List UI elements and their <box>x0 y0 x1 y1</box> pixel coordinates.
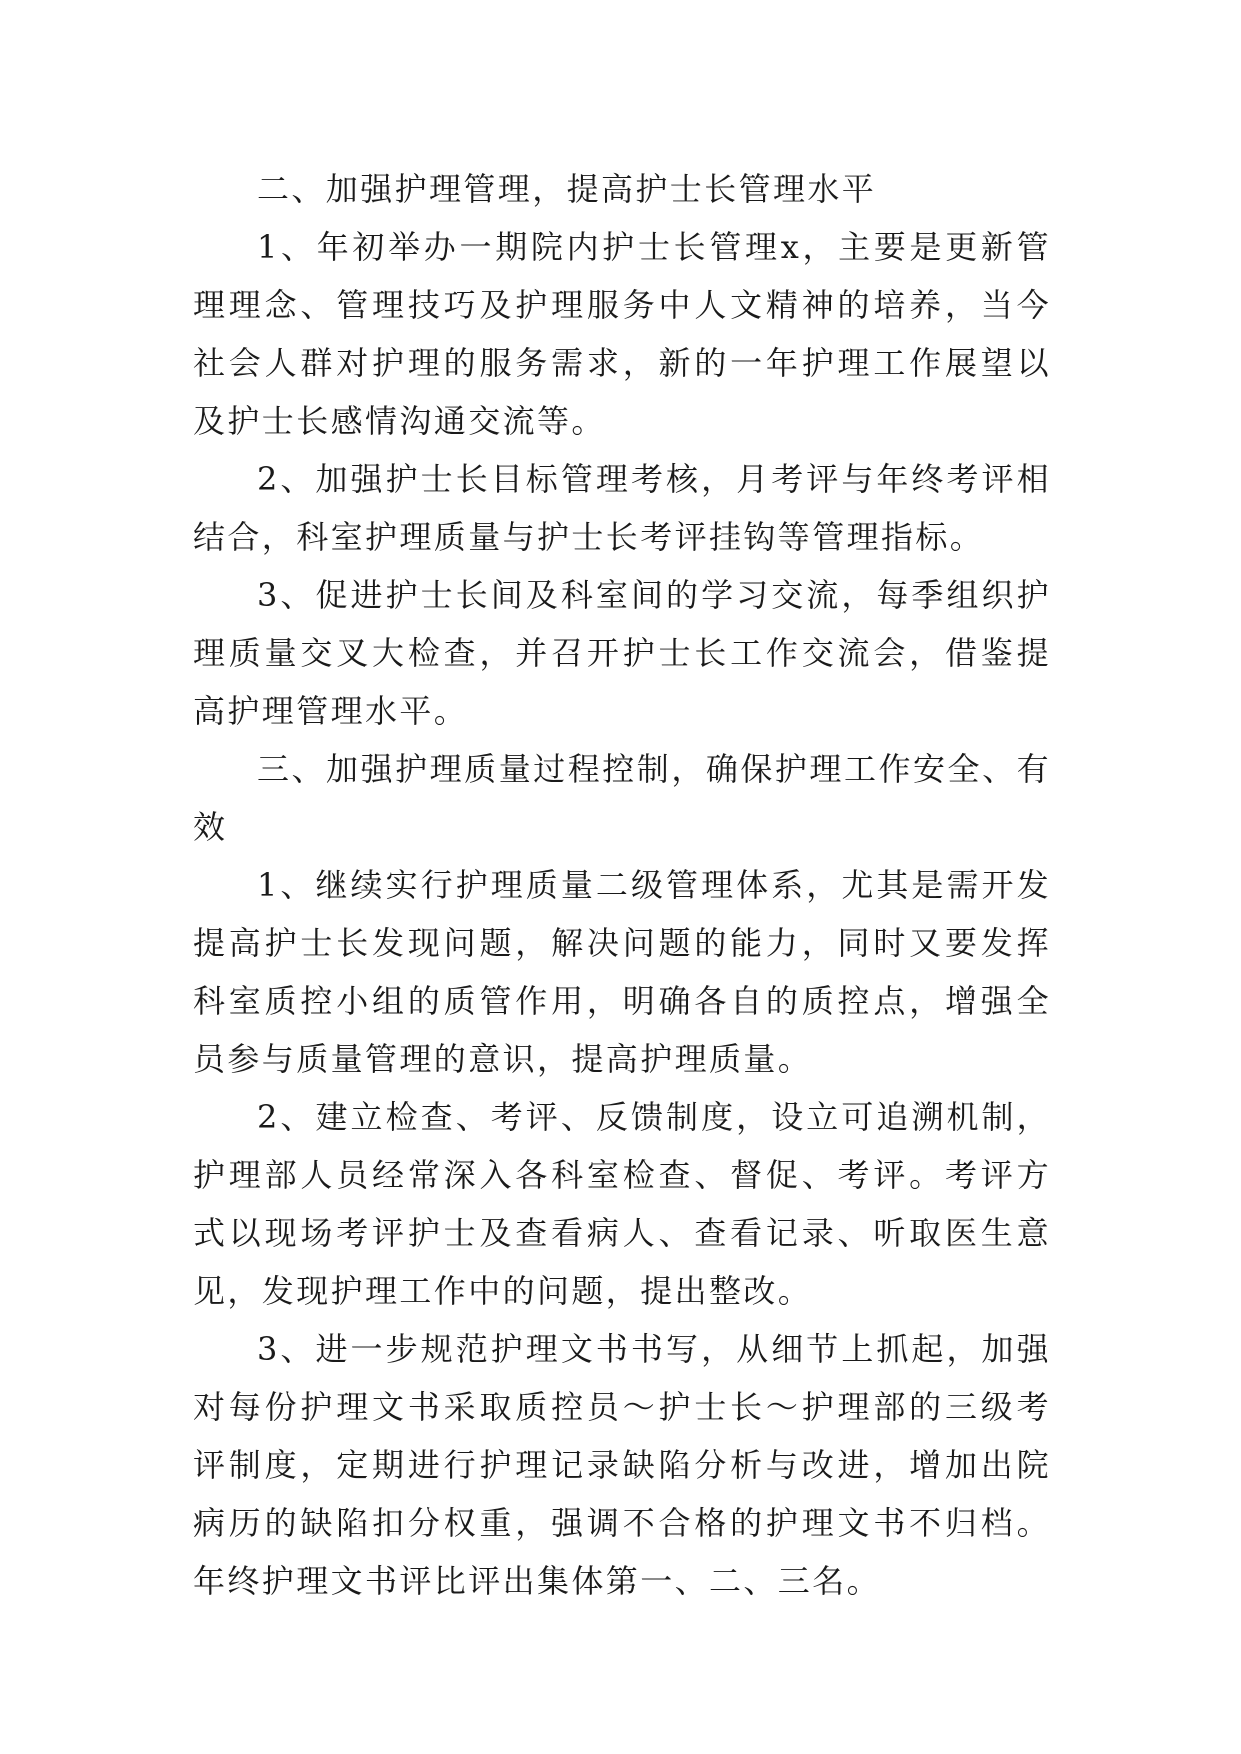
body-paragraph: 1、年初举办一期院内护士长管理x，主要是更新管理理念、管理技巧及护理服务中人文精神的培养，当今社会人群对护理的服务需求，新的一年护理工作展望以及护士长感情沟通交流等。 <box>193 228 1051 440</box>
body-paragraph: 2、建立检查、考评、反馈制度，设立可追溯机制，护理部人员经常深入各科室检查、督促、考评。考评方式以现场考评护士及查看病人、查看记录、听取医生意见，发现护理工作中的问题，提出整改。 <box>193 1098 1051 1310</box>
body-paragraph: 3、进一步规范护理文书书写，从细节上抓起，加强对每份护理文书采取质控员～护士长～护理部的三级考评制度，定期进行护理记录缺陷分析与改进，增加出院病历的缺陷扣分权重，强调不合格的护理文书不归档。年终护理文书评比评出集体第一、二、三名。 <box>193 1330 1051 1600</box>
body-paragraph: 3、促进护士长间及科室间的学习交流，每季组织护理质量交叉大检查，并召开护士长工作交流会，借鉴提高护理管理水平。 <box>193 576 1051 730</box>
document-page <box>193 160 1051 1610</box>
section-heading-3: 三、加强护理质量过程控制，确保护理工作安全、有效 <box>193 750 1051 846</box>
section-heading-2: 二、加强护理管理，提高护士长管理水平 <box>257 170 877 208</box>
body-paragraph: 2、加强护士长目标管理考核，月考评与年终考评相结合，科室护理质量与护士长考评挂钩等管理指标。 <box>193 460 1051 556</box>
body-paragraph: 1、继续实行护理质量二级管理体系，尤其是需开发提高护士长发现问题，解决问题的能力，同时又要发挥科室质控小组的质管作用，明确各自的质控点，增强全员参与质量管理的意识，提高护理质量。 <box>193 866 1051 1078</box>
